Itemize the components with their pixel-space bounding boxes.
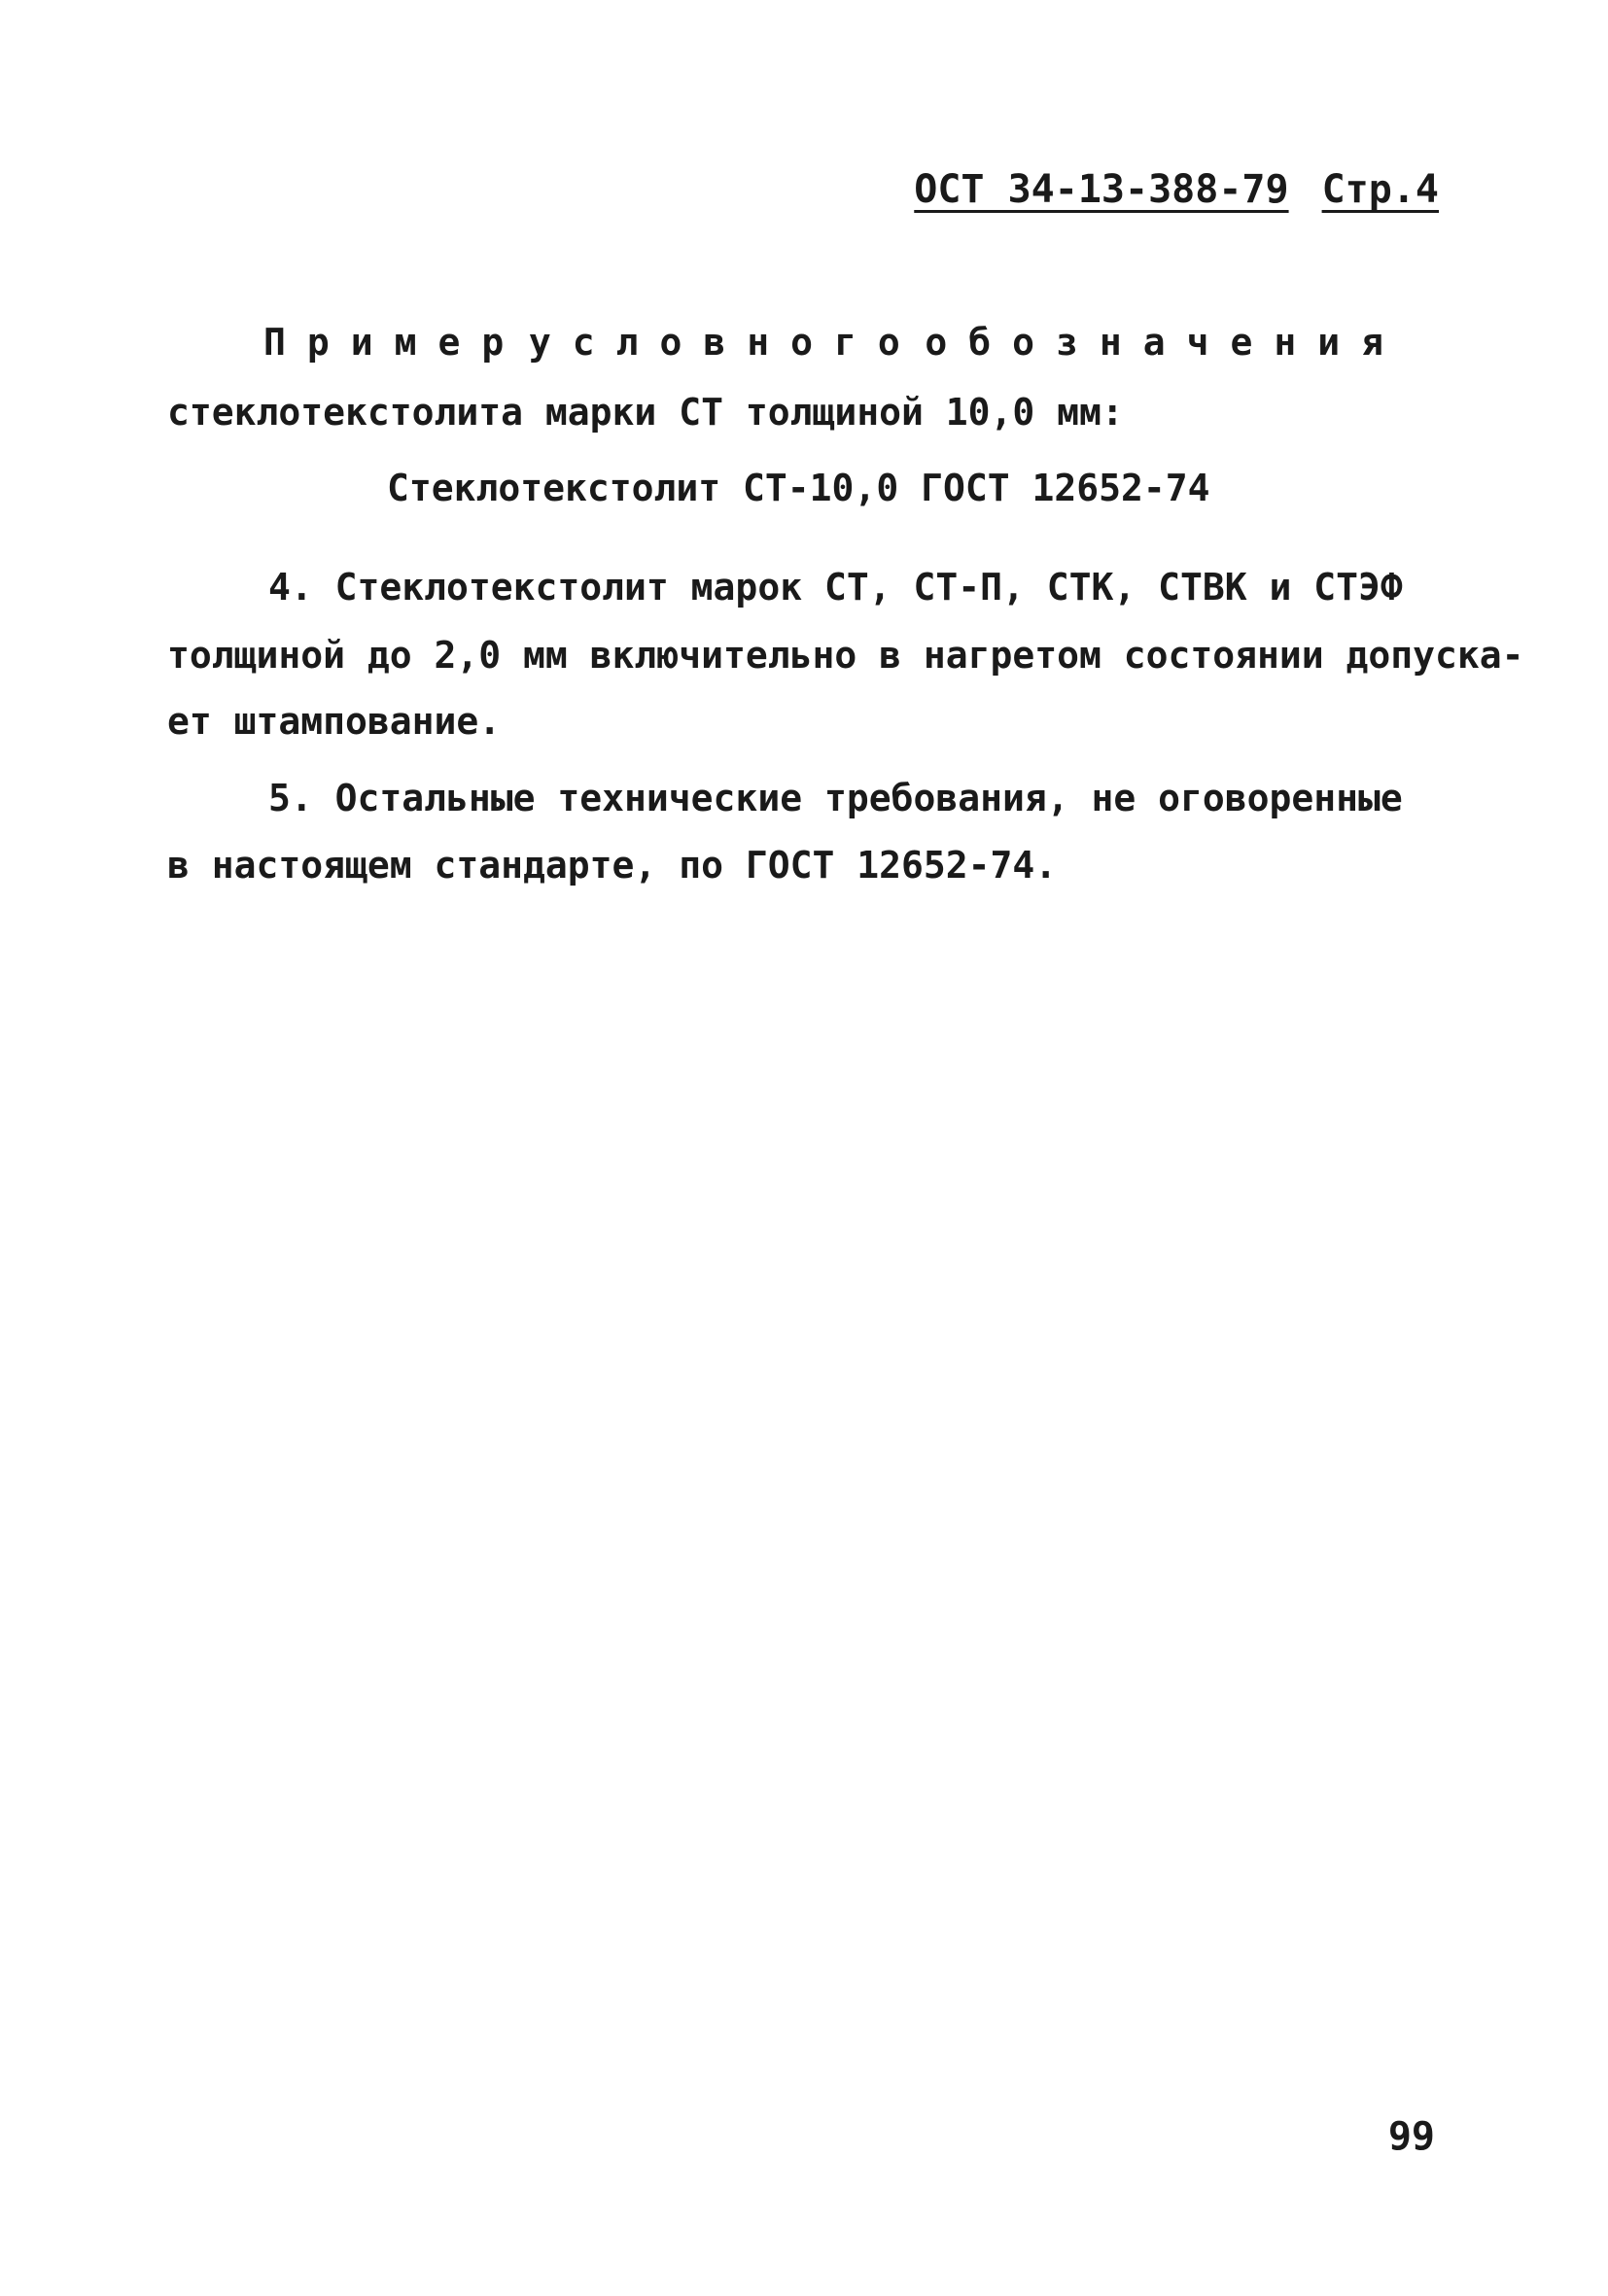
page-label: Стр.4 xyxy=(1321,167,1439,212)
document-code: ОСТ 34-13-388-79 xyxy=(914,167,1289,212)
heading-word-2: условного xyxy=(528,321,922,364)
heading-word-1: Пример xyxy=(263,321,526,364)
designation-example: Стеклотекстолит СТ-10,0 ГОСТ 12652-74 xyxy=(387,467,1210,509)
item-4-line-3: ет штампование. xyxy=(167,700,502,743)
page-number: 99 xyxy=(1387,2114,1435,2159)
item-5-line-2: в настоящем стандарте, по ГОСТ 12652-74. xyxy=(167,844,1058,887)
item-5-line-1: 5. Остальные технические требования, не оговоренные xyxy=(268,777,1403,819)
heading-word-3: обозначения xyxy=(925,321,1405,364)
item-4-line-1: 4. Стеклотекстолит марок СТ, СТ-П, СТК, СТВК и СТЭФ xyxy=(268,566,1403,609)
page-header xyxy=(914,167,1439,212)
item-4-line-2: толщиной до 2,0 мм включительно в нагретом состоянии допуска- xyxy=(167,634,1524,677)
example-heading xyxy=(263,321,1405,364)
example-line-2: стеклотекстолита марки СТ толщиной 10,0 мм: xyxy=(167,391,1124,434)
